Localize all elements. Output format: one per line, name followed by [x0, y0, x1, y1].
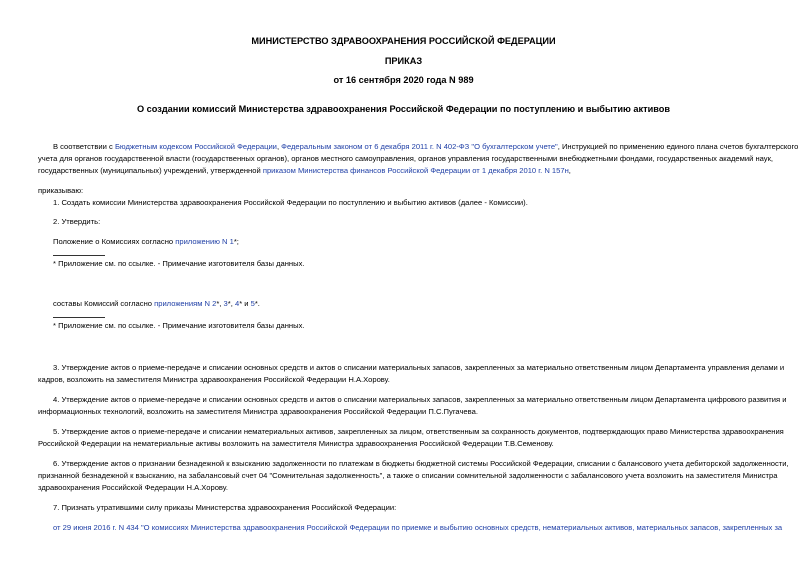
link-federal-law-402[interactable]: Федеральным законом от 6 декабря 2011 г. N 402-ФЗ "О бухгалтерском учете": [281, 142, 558, 151]
order-word: приказываю:: [38, 186, 84, 195]
link-appendix-4[interactable]: 4: [234, 299, 240, 308]
item-6-line-2: признанной безнадежной к взысканию, на забалансовый счет 04 "Сомнительная задолженность", а также о списании сомнительной задолженности с забалансового учета возложить на заместителя Министра: [38, 471, 778, 480]
item-5-line-1: 5. Утверждение актов о приеме-передаче и списании нематериальных активов, закрепленных за лицом, ответственным за сохранность документов, подтверждающих право Министерства здравоохранения: [53, 427, 784, 436]
item-3-line-2: кадров, возложить на заместителя Министра здравоохранения Российской Федерации Н.А.Хорову.: [38, 375, 390, 384]
item-4-line-1: 4. Утверждение актов о приеме-передаче и списании основных средств и актов о списании материальных запасов, закрепленных за материально ответственным лицом Департамента цифрового развития и: [53, 395, 787, 404]
link-appendix-2[interactable]: приложениям N 2: [154, 299, 217, 308]
link-order-434[interactable]: от 29 июня 2016 г. N 434 "О комиссиях Министерства здравоохранения Российской Федерации по приемке и выбытию основных средств, нематериальных активов, материальных запасов, закрепленных за: [53, 523, 783, 532]
link-appendix-3[interactable]: 3: [223, 299, 228, 308]
item-6-line-3: здравоохранения Российской Федерации Н.А.Хорову.: [38, 483, 228, 492]
ministry-heading: МИНИСТЕРСТВО ЗДРАВООХРАНЕНИЯ РОССИЙСКОЙ ФЕДЕРАЦИИ: [251, 36, 556, 46]
item-2: 2. Утвердить:: [53, 217, 101, 226]
item-6-line-1: 6. Утверждение актов о признании безнадежной к взысканию задолженности по платежам в бюджеты бюджетной системы Российской Федерации, списании с балансового учета дебиторской задолженности,: [53, 459, 789, 468]
item-3-line-1: 3. Утверждение актов о приеме-передаче и списании основных средств и актов о списании материальных запасов, закрепленных за материально ответственным лицом Департамента управления делами и: [53, 363, 785, 372]
document-title: О создании комиссий Министерства здравоохранения Российской Федерации по поступлению и выбытию активов: [136, 104, 671, 114]
footnote-separator-2: [53, 317, 105, 318]
footnote-2: * Приложение см. по ссылке. - Примечание изготовителя базы данных.: [53, 321, 305, 330]
link-appendix-5[interactable]: 5: [250, 299, 255, 308]
item-5-line-2: Российской Федерации на нематериальные активы возложить на заместителя Министра здравоохранения Российской Федерации Т.В.Семенову.: [38, 439, 554, 448]
item-2-compositions: составы Комиссий согласно приложениям N 2*, 3*, 4* и 5*.: [53, 299, 260, 308]
footnote-separator-1: [53, 255, 105, 256]
item-2-regulation: Положение о Комиссиях согласно приложению N 1*;: [53, 237, 239, 246]
document-date-number: от 16 сентября 2020 года N 989: [333, 75, 474, 85]
footnote-1: * Приложение см. по ссылке. - Примечание изготовителя базы данных.: [53, 259, 305, 268]
preamble-line-3: государственных (муниципальных) учреждений, утвержденной приказом Министерства финансов Российской Федерации от 1 декабря 2010 г. N 157н,: [38, 166, 571, 175]
preamble-line-1: В соответствии с Бюджетным кодексом Российской Федерации, Федеральным законом от 6 декабря 2011 г. N 402-ФЗ "О бухгалтерском учете", Инструкцией по применению единого плана счетов бухгалтерского: [53, 142, 799, 151]
item-1: 1. Создать комиссии Министерства здравоохранения Российской Федерации по поступлению и выбытию активов (далее - Комиссии).: [53, 198, 528, 207]
item-4-line-2: информационных технологий, возложить на заместителя Министра здравоохранения Российской Федерации П.С.Пугачева.: [38, 407, 478, 416]
link-budget-code[interactable]: Бюджетным кодексом Российской Федерации: [114, 142, 277, 151]
preamble-line-2: учета для органов государственной власти (государственных органов), органов местного самоуправления, органов управления государственными внебюджетными фондами, государственных академий наук,: [38, 154, 774, 163]
item-7: 7. Признать утратившими силу приказы Министерства здравоохранения Российской Федерации:: [53, 503, 397, 512]
document-type: ПРИКАЗ: [384, 56, 423, 66]
link-minfin-order-157n[interactable]: приказом Министерства финансов Российской Федерации от 1 декабря 2010 г. N 157н: [262, 166, 569, 175]
link-appendix-1[interactable]: приложению N 1: [175, 237, 234, 246]
